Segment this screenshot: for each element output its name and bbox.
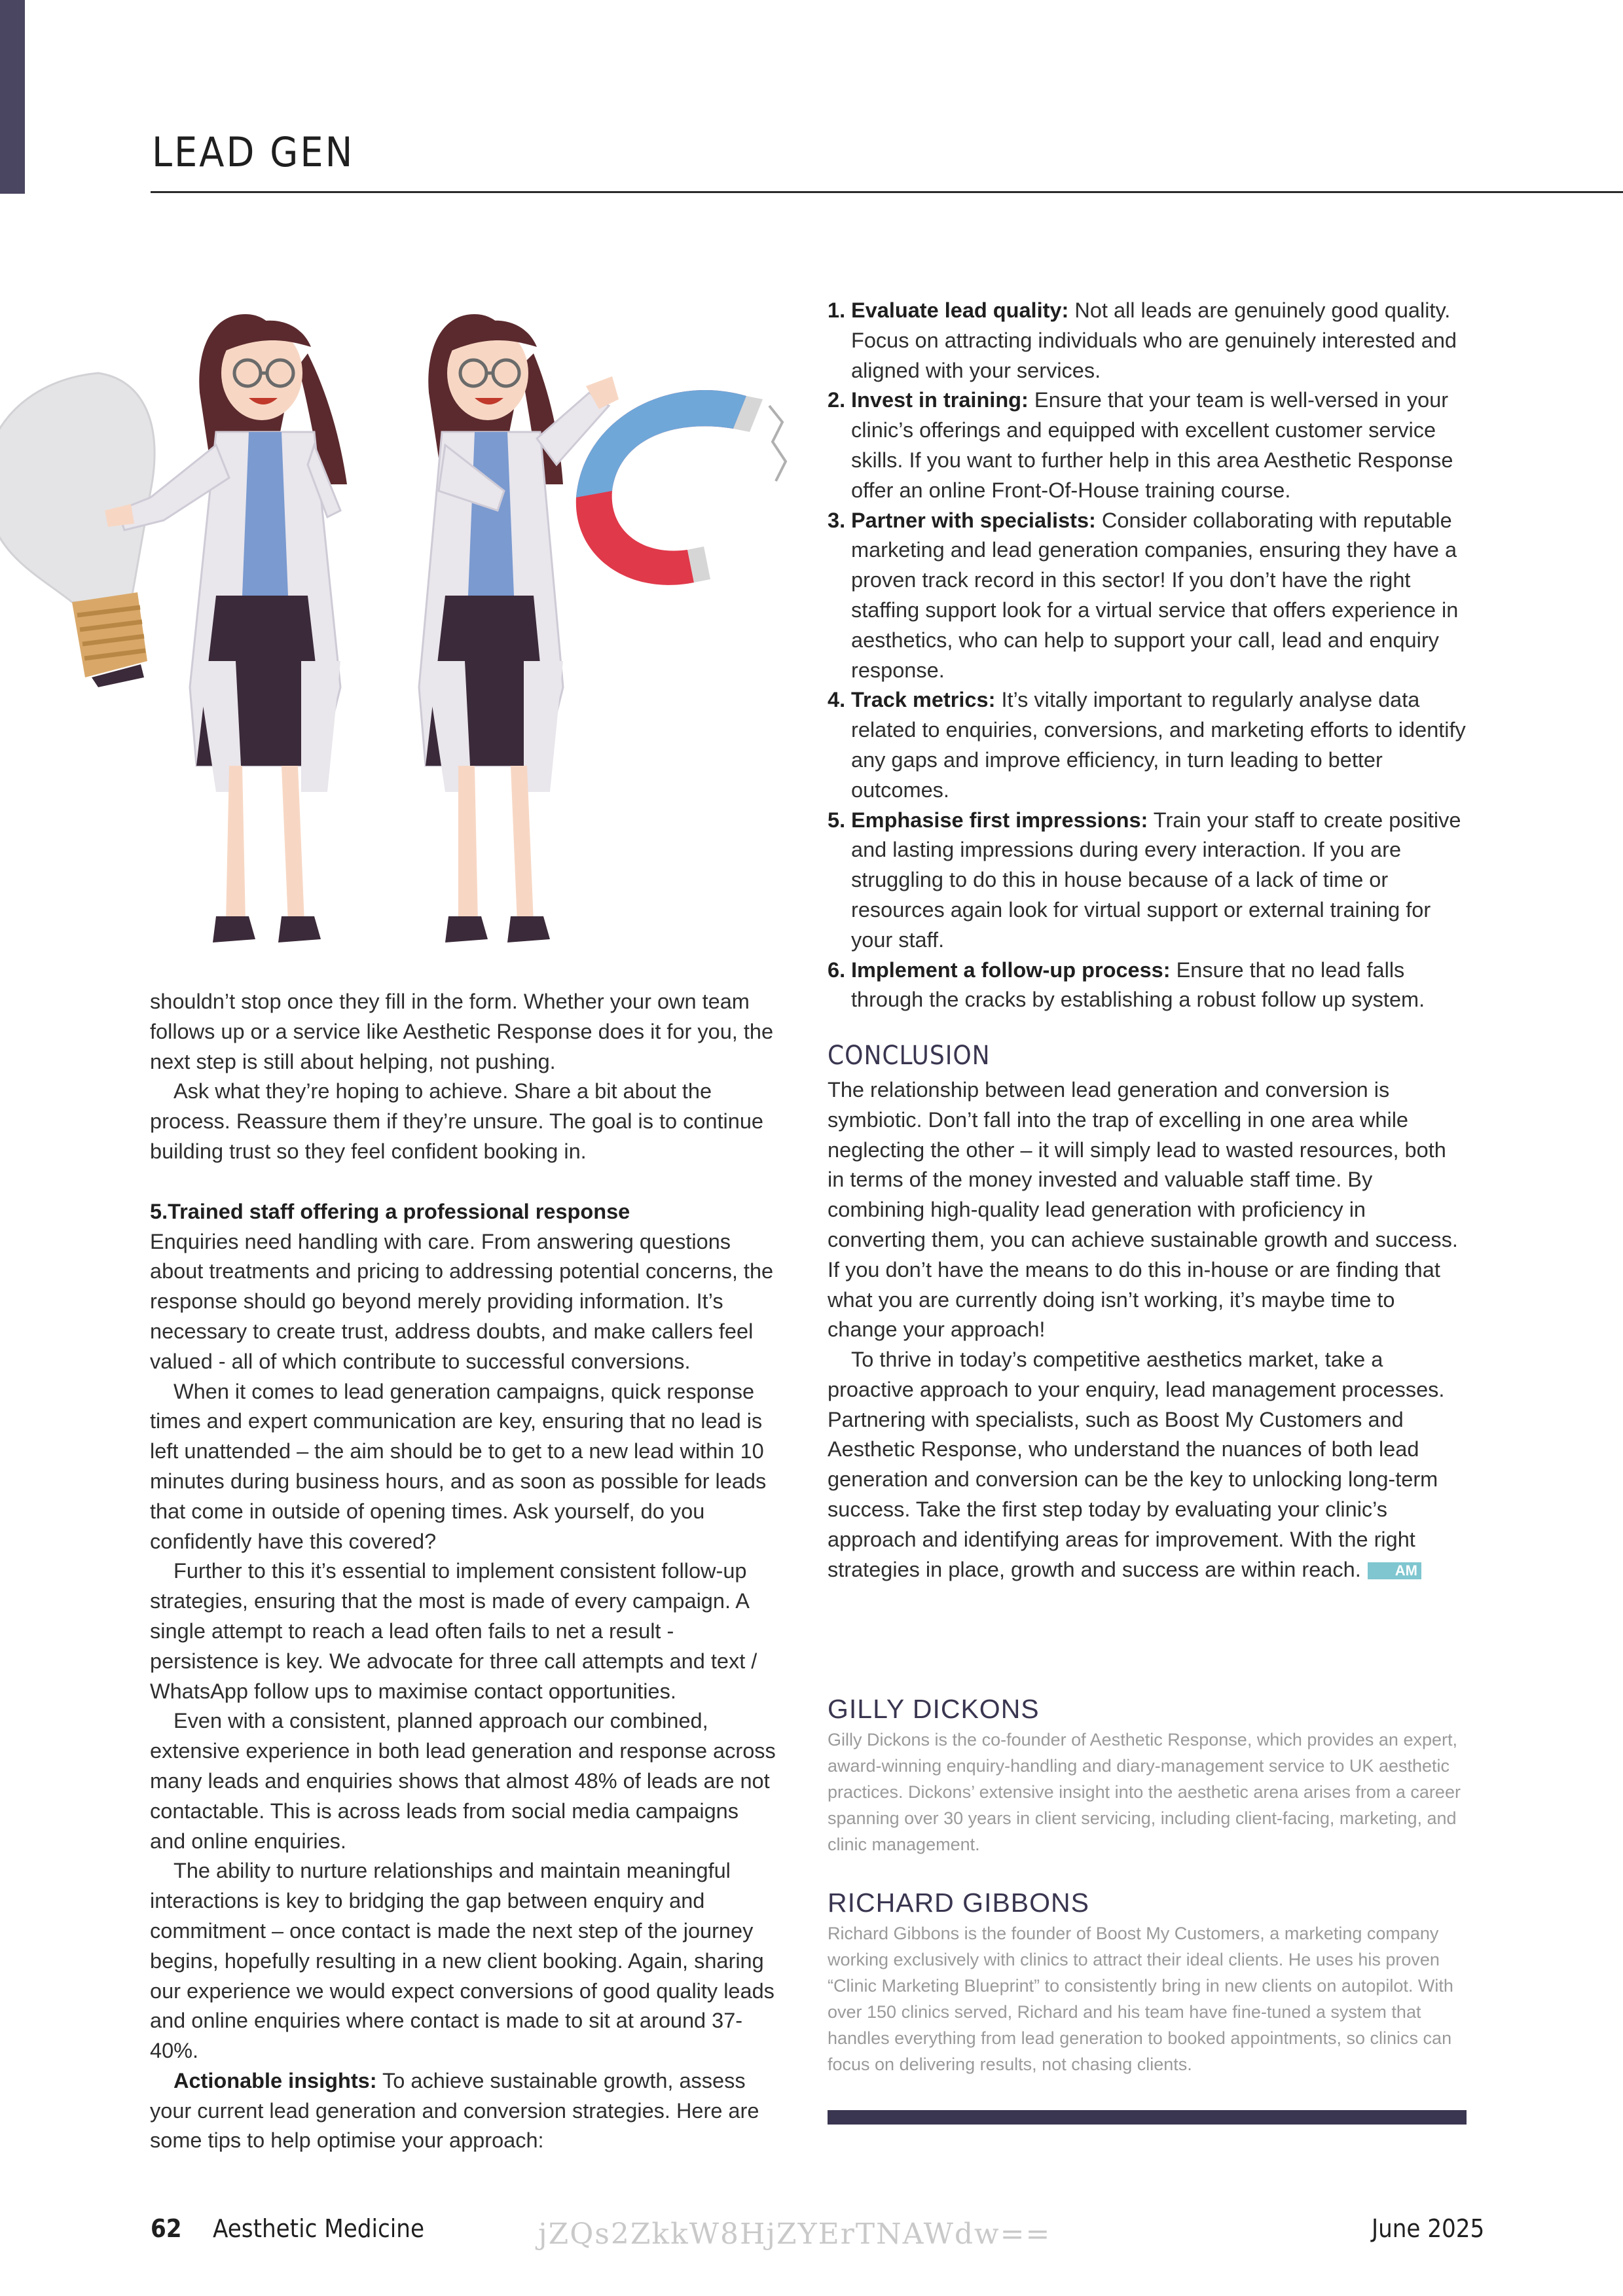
paragraph: The ability to nurture relationships and maintain meaningful interactions is key to bridging the gap between enquiry and commitment – once contact is made the next step of the journey begins, hopefully resulting in a new client booking. Again, sharing our experience we would expect conversions of good quality leads and online enquiries where contact is made to sit at around 37- 40%.	[150, 1859, 775, 2063]
author-name: RICHARD GIBBONS	[828, 1888, 1089, 1918]
list-number: 2.	[828, 388, 846, 412]
paragraph	[150, 2066, 778, 2156]
list-number: 4.	[828, 688, 846, 712]
paragraph: Even with a consistent, planned approach our combined, extensive experience in both lead generation and response across many leads and enquiries shows that almost 48% of leads are not contactable. This is across leads from social media campaigns and online enquiries.	[150, 1709, 776, 1853]
conclusion-heading: CONCLUSION	[828, 1041, 991, 1071]
paragraph	[828, 1345, 1466, 1585]
list-item	[828, 506, 1466, 686]
header-rule	[151, 191, 1623, 193]
list-item-title: Emphasise first impressions:	[851, 808, 1148, 832]
list-item	[828, 296, 1466, 386]
list-item-text: It’s vitally important to regularly analyse data related to enquiries, conversions, and marketing efforts to identify any gaps and improve efficiency, in turn leading to better outcomes.	[851, 688, 1466, 802]
list-item	[828, 806, 1466, 956]
footer-code: jZQs2ZkkW8HjZYErTNAWdw==	[538, 2217, 1051, 2251]
list-number: 5.	[828, 808, 846, 832]
inline-heading: Actionable insights:	[173, 2068, 377, 2092]
author-description: Gilly Dickons is the co-founder of Aesthetic Response, which provides an expert, award-winning enquiry-handling and diary-management service to UK aesthetic practices. Dickons’ extensive insight into the aesthetic arena arises from a career spanning over 30 years in client servicing, including client-facing, marketing, and clinic management.	[828, 1730, 1461, 1854]
list-number: 1.	[828, 298, 846, 322]
list-number: 3.	[828, 508, 846, 532]
author-bio	[828, 1693, 1466, 1857]
light-bulb-icon	[0, 373, 155, 687]
list-item-text: Consider collaborating with reputable marketing and lead generation companies, ensuring they have a proven track record in this sector! If you don’t have the right staffing support look for a virtual service that offers experience in aesthetics, who can help to support your call, lead and enquiry response.	[851, 508, 1459, 682]
paragraph: The relationship between lead generation and conversion is symbiotic. Don’t fall into the trap of excelling in one area while neglecting the other – it will simply lead to wasted resources, both in terms of the money invested and valuable staff time. By combining high-quality lead generation with proficiency in converting them, you can achieve sustainable growth and success. If you don’t have the means to do this in-house or are finding that what you are currently doing isn’t working, it’s maybe time to change your approach!	[828, 1077, 1458, 1342]
paragraph-text: To thrive in today’s competitive aesthetics market, take a proactive approach to your enquiry, lead management processes. Partnering with specialists, such as Boost My Customers and Aesthetic Response, who understand the nuances of both lead generation and conversion can be the key to unlocking long-term success. Take the first step today by evaluating your clinic’s approach and identifying areas for improvement. With the right strategies in place, growth and success are within reach.	[828, 1348, 1445, 1581]
page-number: 62	[151, 2214, 182, 2243]
list-item-title: Track metrics:	[851, 688, 996, 712]
paragraph: When it comes to lead generation campaigns, quick response times and expert communication are key, ensuring that no lead is left unattended – the aim should be to get to a new lead within 10 minutes during business hours, and as soon as possible for leads that come in outside of opening times. Ask yourself, do you confidently have this covered?	[150, 1379, 767, 1553]
left-column	[150, 987, 778, 2156]
list-item-title: Evaluate lead quality:	[851, 298, 1069, 322]
author-bio	[828, 1886, 1466, 2077]
list-item-title: Invest in training:	[851, 388, 1029, 412]
side-accent-bar	[0, 0, 25, 194]
section-title: LEAD GEN	[152, 128, 355, 176]
list-item	[828, 956, 1466, 1016]
magazine-name: Aesthetic Medicine	[213, 2214, 424, 2243]
doctor-right	[419, 314, 619, 942]
list-item	[828, 386, 1466, 505]
paragraph: Enquiries need handling with care. From answering questions about treatments and pricing to addressing potential concerns, the response should go beyond merely providing information. It’s necessary to create trust, address doubts, and make callers feel valued - all of which contribute to successful conversions.	[150, 1229, 774, 1373]
list-item-text: Ensure that your team is well-versed in your clinic’s offerings and equipped with excellent customer service skills. If you want to further help in this area Aesthetic Response offer an online Front-Of-House training course.	[851, 388, 1453, 502]
paragraph: Ask what they’re hoping to achieve. Share a bit about the process. Reassure them if they’re unsure. The goal is to continue building trust so they feel confident booking in.	[150, 1079, 763, 1163]
paragraph: shouldn’t stop once they fill in the form. Whether your own team follows up or a service like Aesthetic Response does it for you, the next step is still about helping, not pushing.	[150, 990, 774, 1073]
doctors-illustration	[0, 295, 805, 949]
author-description: Richard Gibbons is the founder of Boost My Customers, a marketing company working exclusively with clinics to attract their ideal clients. He uses his proven “Clinic Marketing Blueprint” to consistently bring in new clients on autopilot. With over 150 clinics served, Richard and his team have fine-tuned a system that handles everything from lead generation to booked appointments, so clinics can focus on delivering results, not chasing clients.	[828, 1924, 1453, 2074]
paragraph-text: To achieve sustainable growth, assess your current lead generation and conversion strategies. Here are some tips to help optimise your approach:	[150, 2068, 759, 2153]
list-item-title: Implement a follow-up process:	[851, 958, 1171, 982]
issue-date: June 2025	[1372, 2214, 1485, 2243]
end-mark-icon: AM	[1368, 1562, 1421, 1579]
paragraph: Further to this it’s essential to implement consistent follow-up strategies, ensuring that the most is made of every campaign. A single attempt to reach a lead often fails to net a result - persistence is key. We advocate for three call attempts and text / WhatsApp follow ups to maximise contact opportunities.	[150, 1559, 757, 1703]
right-column	[828, 296, 1466, 1585]
tips-list	[828, 296, 1466, 1015]
list-item	[828, 685, 1466, 805]
author-name: GILLY DICKONS	[828, 1694, 1040, 1724]
list-item-text: Not all leads are genuinely good quality. Focus on attracting individuals who are genuinely interested and aligned with your services.	[851, 298, 1457, 382]
list-item-text: Train your staff to create positive and lasting impressions during every interaction. If you are struggling to do this in house because of a lack of time or resources again look for virtual support or external training for your staff.	[851, 808, 1461, 952]
list-item-title: Partner with specialists:	[851, 508, 1096, 532]
list-item-text: Ensure that no lead falls through the cracks by establishing a robust follow up system.	[851, 958, 1425, 1012]
closing-bar	[828, 2110, 1467, 2125]
subheading: 5.Trained staff offering a professional response	[150, 1199, 630, 1223]
magnet-icon	[576, 390, 786, 585]
list-number: 6.	[828, 958, 846, 982]
